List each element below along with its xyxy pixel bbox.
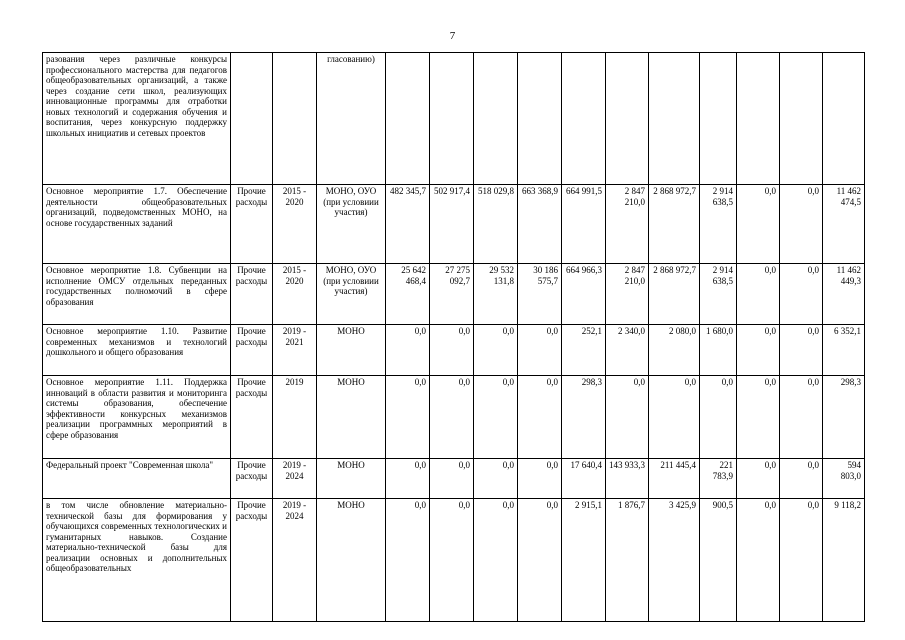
amount-cell: 2 914 638,5 [700,264,737,325]
amount-cell: 0,0 [700,376,737,459]
amount-cell: 0,0 [780,264,823,325]
amount-cell: 0,0 [780,325,823,376]
amount-cell: 252,1 [562,325,606,376]
amount-cell: 0,0 [737,459,780,499]
amount-cell: 0,0 [474,376,518,459]
amount-cell: 2 847 210,0 [606,264,649,325]
amount-cell [823,53,865,185]
amount-cell: 0,0 [518,459,562,499]
amount-cell: 2 915,1 [562,499,606,622]
table-row [43,325,865,376]
executor: МОНО [317,499,386,622]
amount-cell: 0,0 [606,376,649,459]
period: 2015 - 2020 [273,264,317,325]
amount-cell: 0,0 [780,499,823,622]
table-row [43,185,865,264]
amount-cell: 0,0 [430,376,474,459]
amount-cell: 298,3 [562,376,606,459]
amount-cell: 0,0 [649,376,700,459]
executor: МОНО [317,459,386,499]
amount-cell: 25 642 468,4 [386,264,430,325]
amount-cell: 221 783,9 [700,459,737,499]
amount-cell: 0,0 [474,459,518,499]
amount-cell: 0,0 [518,325,562,376]
amount-cell: 0,0 [430,499,474,622]
measure-description: Основное мероприятие 1.10. Развитие современных механизмов и технологий дошкольного и общего образования [43,325,231,376]
amount-cell: 0,0 [430,325,474,376]
period: 2019 [273,376,317,459]
amount-cell: 3 425,9 [649,499,700,622]
amount-cell: 900,5 [700,499,737,622]
amount-cell: 0,0 [386,376,430,459]
amount-cell: 2 914 638,5 [700,185,737,264]
amount-cell: 2 340,0 [606,325,649,376]
amount-cell: 0,0 [780,459,823,499]
amount-cell: 0,0 [737,376,780,459]
amount-cell: 29 532 131,8 [474,264,518,325]
amount-cell: 11 462 449,3 [823,264,865,325]
amount-cell: 0,0 [386,325,430,376]
executor: МОНО [317,325,386,376]
amount-cell: 17 640,4 [562,459,606,499]
amount-cell: 211 445,4 [649,459,700,499]
amount-cell: 0,0 [737,185,780,264]
amount-cell: 0,0 [737,264,780,325]
amount-cell: 11 462 474,5 [823,185,865,264]
measure-description: Основное мероприятие 1.7. Обеспечение деятельности общеобразовательных организаций, подведомственных МОНО, на основе государственных заданий [43,185,231,264]
period: 2019 - 2021 [273,325,317,376]
amount-cell: 518 029,8 [474,185,518,264]
amount-cell: 27 275 092,7 [430,264,474,325]
table-row [43,499,865,622]
program-table [42,52,865,622]
amount-cell: 1 876,7 [606,499,649,622]
amount-cell: 664 966,3 [562,264,606,325]
amount-cell [474,53,518,185]
measure-description: Федеральный проект "Современная школа" [43,459,231,499]
amount-cell [780,53,823,185]
amount-cell: 1 680,0 [700,325,737,376]
amount-cell [737,53,780,185]
amount-cell [700,53,737,185]
amount-cell: 663 368,9 [518,185,562,264]
expense-type [231,53,273,185]
executor: МОНО, ОУО (при условиии участия) [317,185,386,264]
expense-type: Прочие расходы [231,459,273,499]
page-number: 7 [449,30,456,42]
expense-type: Прочие расходы [231,325,273,376]
table-row [43,376,865,459]
amount-cell [562,53,606,185]
amount-cell: 594 803,0 [823,459,865,499]
amount-cell [649,53,700,185]
measure-description: разования через различные конкурсы профессионального мастерства для педагогов общеобразовательных организаций, а также через создание сети школ, реализующих инновационные программы для отработки новых технологий и содержания обучения и воспитания, через конкурсную поддержку школьных инициатив и сетевых проектов [43,53,231,185]
expense-type: Прочие расходы [231,185,273,264]
amount-cell: 0,0 [474,499,518,622]
amount-cell: 2 847 210,0 [606,185,649,264]
table-row [43,53,865,185]
measure-description: Основное мероприятие 1.8. Субвенции на исполнение ОМСУ отдельных переданных государственных полномочий в сфере образования [43,264,231,325]
amount-cell: 9 118,2 [823,499,865,622]
amount-cell: 0,0 [386,459,430,499]
period: 2015 - 2020 [273,185,317,264]
period: 2019 - 2024 [273,459,317,499]
amount-cell: 2 868 972,7 [649,264,700,325]
measure-description: Основное мероприятие 1.11. Поддержка инноваций в области развития и мониторинга системы образования, обеспечение эффективности конкурсных механизмов реализации программных мероприятий в сфере образования [43,376,231,459]
amount-cell: 0,0 [780,185,823,264]
period [273,53,317,185]
amount-cell: 0,0 [737,499,780,622]
amount-cell: 0,0 [474,325,518,376]
executor: гласованию) [317,53,386,185]
amount-cell: 2 868 972,7 [649,185,700,264]
amount-cell: 0,0 [518,499,562,622]
amount-cell: 2 080,0 [649,325,700,376]
amount-cell: 6 352,1 [823,325,865,376]
amount-cell: 0,0 [430,459,474,499]
amount-cell [386,53,430,185]
amount-cell [430,53,474,185]
amount-cell: 0,0 [780,376,823,459]
amount-cell: 0,0 [737,325,780,376]
amount-cell: 143 933,3 [606,459,649,499]
table-row [43,264,865,325]
executor: МОНО [317,376,386,459]
amount-cell: 298,3 [823,376,865,459]
amount-cell: 0,0 [518,376,562,459]
amount-cell: 664 991,5 [562,185,606,264]
amount-cell: 482 345,7 [386,185,430,264]
table-row [43,459,865,499]
amount-cell [518,53,562,185]
amount-cell: 502 917,4 [430,185,474,264]
expense-type: Прочие расходы [231,499,273,622]
expense-type: Прочие расходы [231,376,273,459]
amount-cell: 30 186 575,7 [518,264,562,325]
executor: МОНО, ОУО (при условиии участия) [317,264,386,325]
period: 2019 - 2024 [273,499,317,622]
amount-cell [606,53,649,185]
expense-type: Прочие расходы [231,264,273,325]
measure-description: в том числе обновление материально-технической базы для формирования у обучающихся современных технологических и гуманитарных навыков. Создание материально-технической базы для реализации основных и дополнительных общеобразовательных [43,499,231,622]
amount-cell: 0,0 [386,499,430,622]
